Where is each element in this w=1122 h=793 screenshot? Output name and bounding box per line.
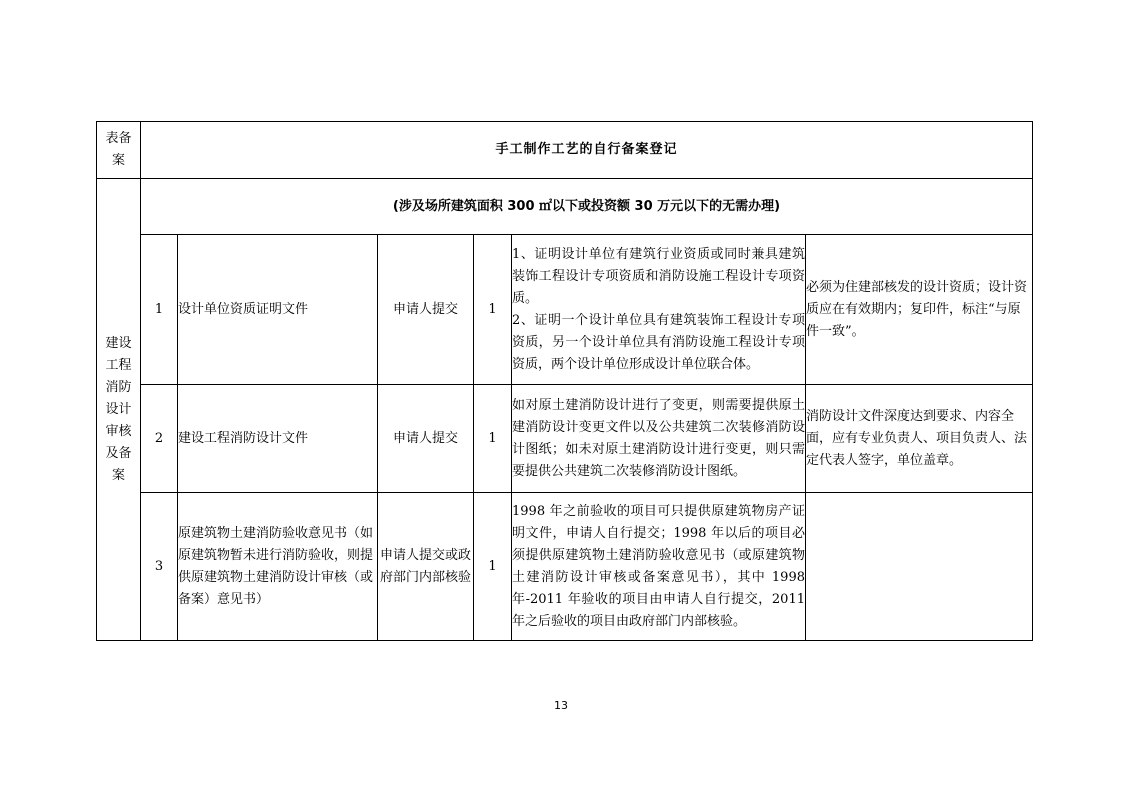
row-number: 2 <box>141 385 178 493</box>
corner-label: 表备案 <box>105 131 132 168</box>
material-detail: 1998 年之前验收的项目可只提供原建筑物房产证明文件，申请人自行提交；1998 年以后的项目必须提供原建筑物土建消防验收意见书（或原建筑物土建消防设计审核或备案意见书），其中 1998 年-2011 年验收的项目由申请人自行提交，2011 年之后验收的项目由政府部门内部核验。 <box>512 493 806 641</box>
side-label: 建设工程消防设计审核及备案 <box>105 335 132 483</box>
detail-paragraph: 2、证明一个设计单位具有建筑装饰工程设计专项资质，另一个设计单位具有消防设施工程设计专项资质，两个设计单位形成设计单位联合体。 <box>512 312 805 372</box>
row-number: 1 <box>141 235 178 385</box>
material-name: 建设工程消防设计文件 <box>178 385 378 493</box>
material-requirement <box>806 493 1033 641</box>
subtitle-row <box>97 179 1033 235</box>
material-requirement: 必须为住建部核发的设计资质；设计资质应在有效期内；复印件，标注“与原件一致”。 <box>806 235 1033 385</box>
side-label-cell <box>97 179 141 641</box>
material-name: 原建筑物土建消防验收意见书（如原建筑物暂未进行消防验收，则提供原建筑物土建消防设计审核（或备案）意见书） <box>178 493 378 641</box>
corner-label-cell <box>97 122 141 179</box>
material-name: 设计单位资质证明文件 <box>178 235 378 385</box>
header-row <box>97 122 1033 179</box>
table-row <box>97 493 1033 641</box>
copies-count: 1 <box>474 493 512 641</box>
row-number: 3 <box>141 493 178 641</box>
filing-requirements-table <box>96 121 1033 641</box>
material-requirement: 消防设计文件深度达到要求、内容全面，应有专业负责人、项目负责人、法定代表人签字，单位盖章。 <box>806 385 1033 493</box>
submission-method: 申请人提交或政府部门内部核验 <box>378 493 474 641</box>
copies-count: 1 <box>474 385 512 493</box>
table-row <box>97 235 1033 385</box>
table-subtitle: (涉及场所建筑面积 300 ㎡以下或投资额 30 万元以下的无需办理) <box>141 179 1033 235</box>
material-detail <box>512 235 806 385</box>
submission-method: 申请人提交 <box>378 235 474 385</box>
copies-count: 1 <box>474 235 512 385</box>
detail-paragraph: 1、证明设计单位有建筑行业资质或同时兼具建筑装饰工程设计专项资质和消防设施工程设计专项资质。 <box>512 246 805 306</box>
page-number: 13 <box>554 699 568 712</box>
material-detail: 如对原土建消防设计进行了变更，则需要提供原土建消防设计变更文件以及公共建筑二次装修消防设计图纸；如未对原土建消防设计进行变更，则只需要提供公共建筑二次装修消防设计图纸。 <box>512 385 806 493</box>
submission-method: 申请人提交 <box>378 385 474 493</box>
table-title: 手工制作工艺的自行备案登记 <box>141 122 1033 179</box>
table-row <box>97 385 1033 493</box>
